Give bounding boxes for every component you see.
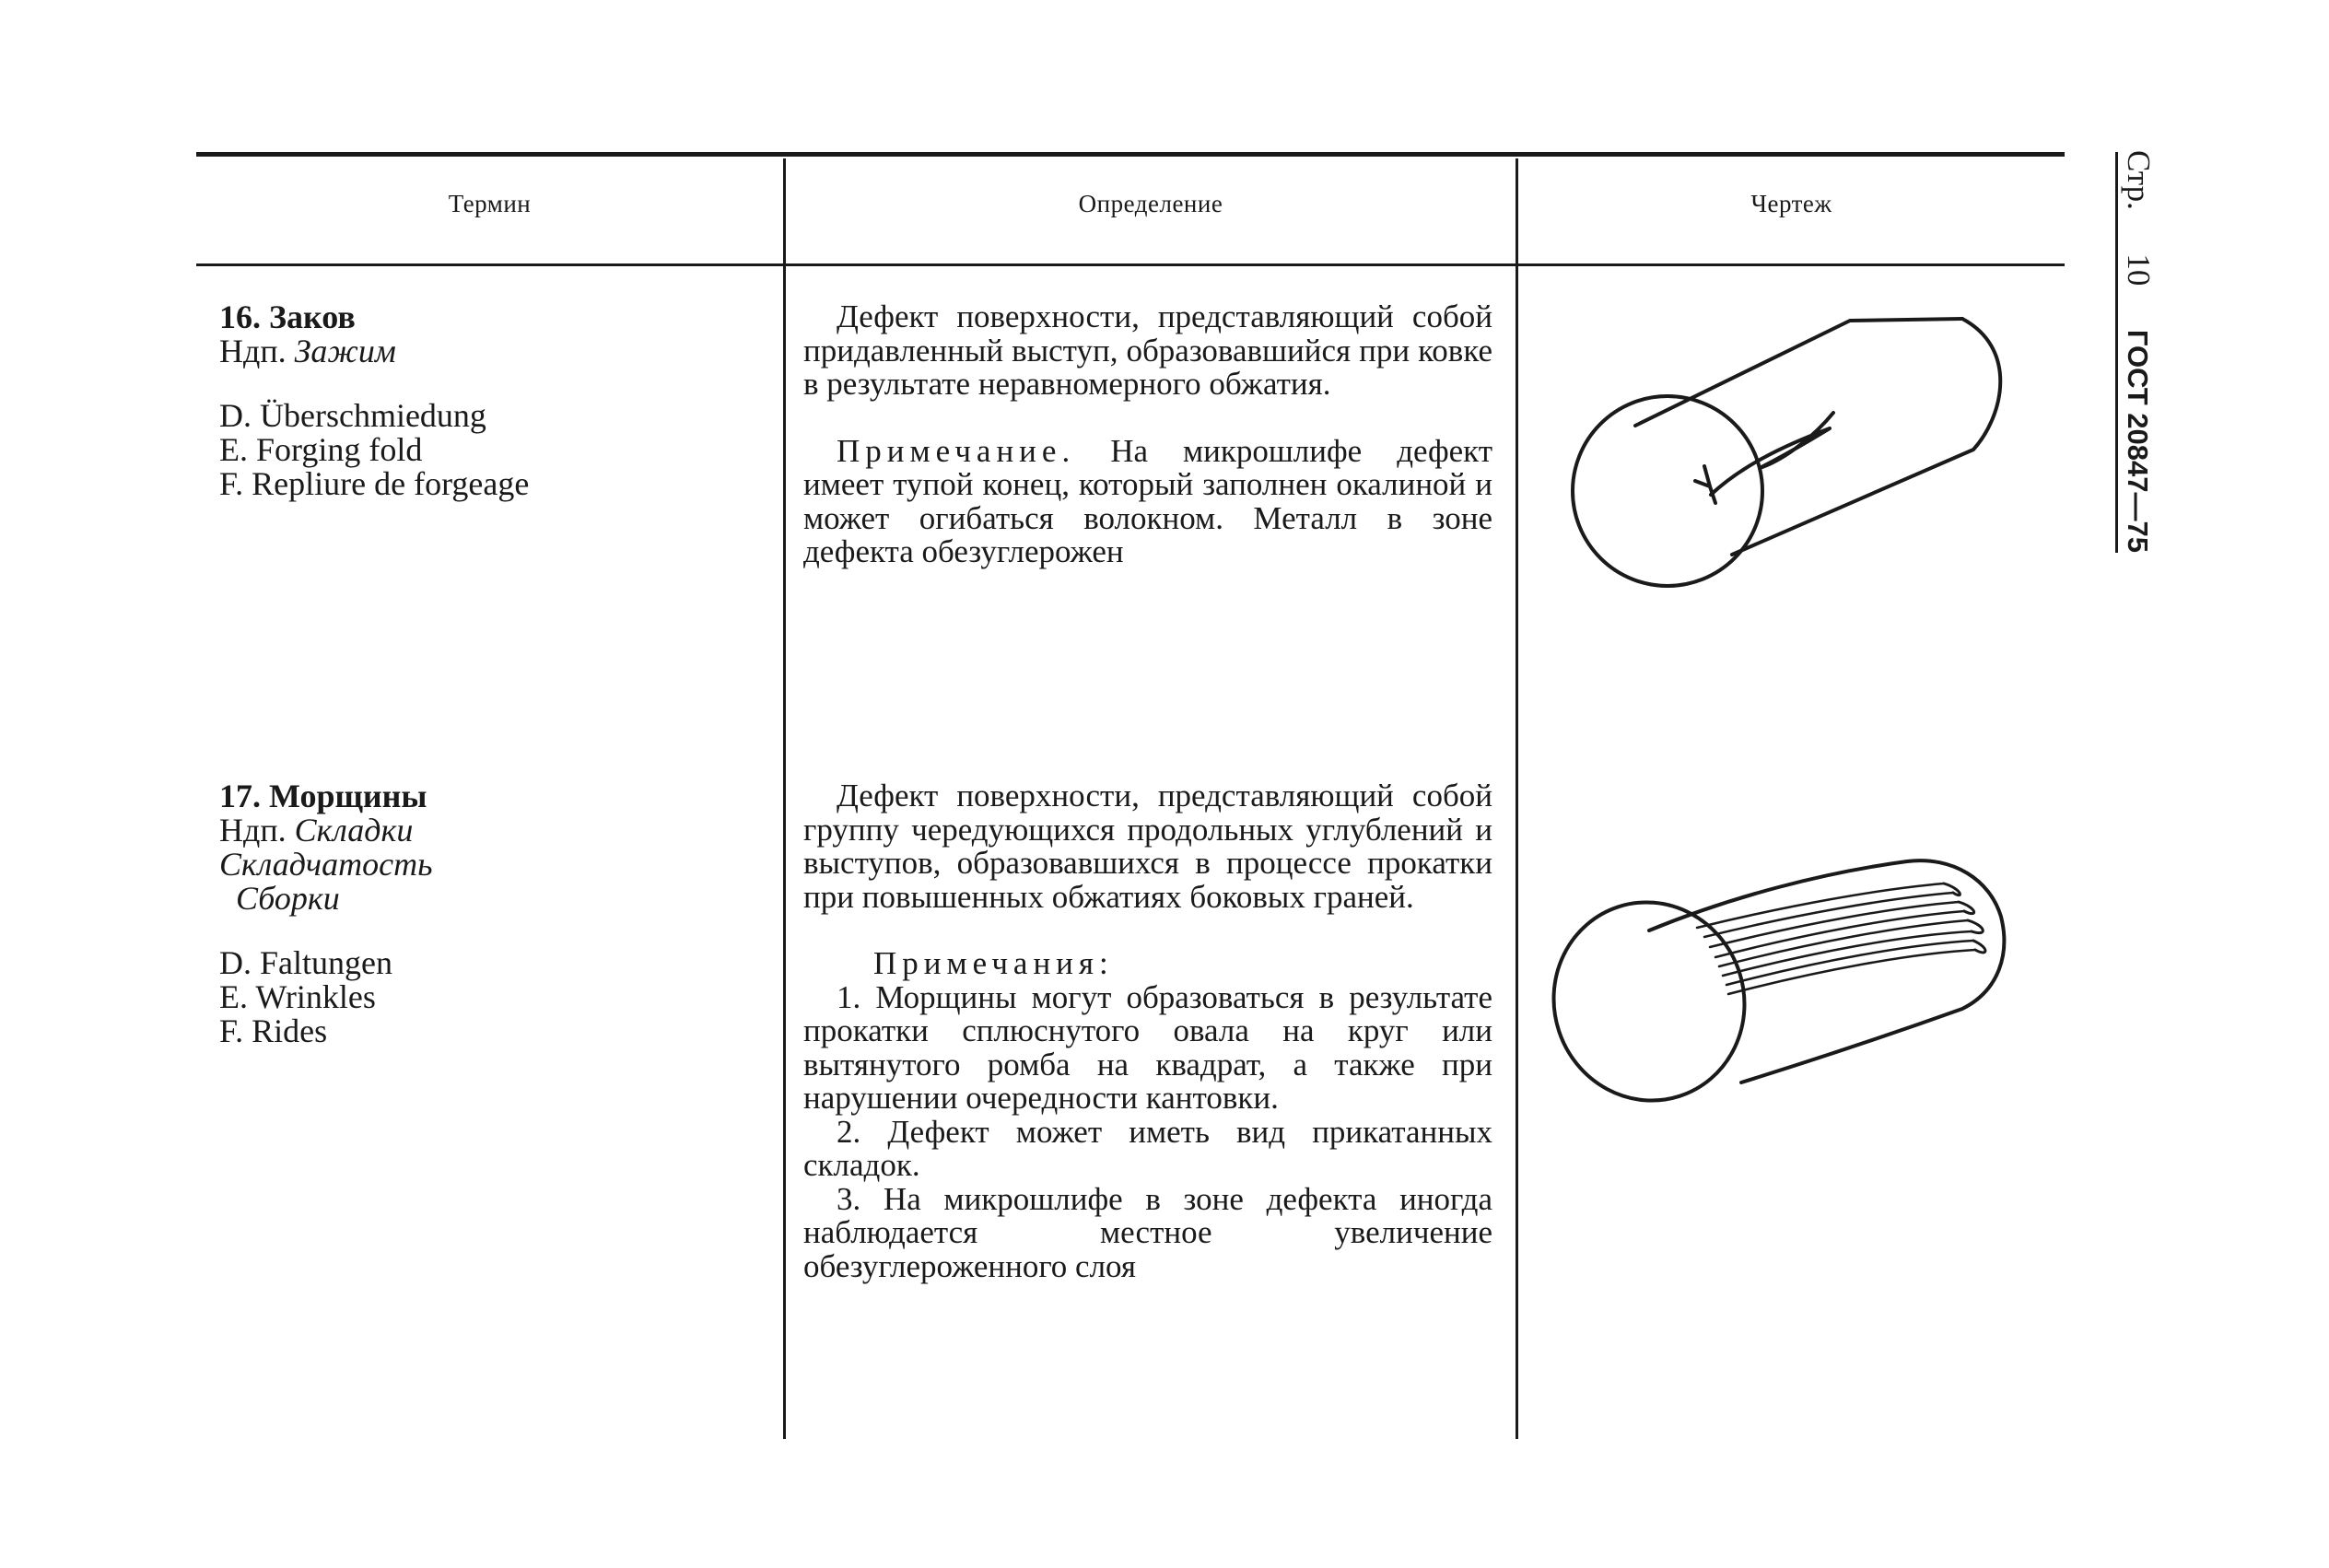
term-17 <box>219 779 432 1048</box>
note-label: Примечание. <box>837 432 1076 469</box>
ndp-label: Ндп. <box>219 333 287 369</box>
definition-text: Дефект поверхности, представляющий собой придавленный выступ, образовавшийся при ковке в результате неравномерного обжатия. <box>803 298 1492 402</box>
fold-crack <box>1711 413 1833 495</box>
ndp-term: Сборки <box>236 880 340 917</box>
bar-end-face <box>1573 396 1762 586</box>
ndp-term: Складчатость <box>219 846 433 883</box>
fold-defect-bar-drawing <box>1557 304 2018 580</box>
foreign-term-en: E. Wrinkles <box>219 978 376 1015</box>
bar-outline <box>1635 319 1962 426</box>
definition-text: Дефект поверхности, представляющий собой группу чередующихся продольных углублений и выступов, образовавшихся в процессе прокатки при повышенных обжатиях боковых граней. <box>803 778 1492 915</box>
ndp-label: Ндп. <box>219 812 287 848</box>
foreign-term-de: D. Faltungen <box>219 944 392 981</box>
note <box>803 432 1493 569</box>
definition-17 <box>803 779 1492 1283</box>
term-title: 17. Морщины <box>219 778 427 814</box>
ndp-line <box>219 813 432 848</box>
table-top-rule <box>196 152 2065 157</box>
page-number: 10 <box>2121 253 2157 287</box>
ndp-term: Складки <box>294 812 414 848</box>
note-item-3: 3. На микрошлифе в зоне дефекта иногда наблюдается местное увеличение обезуглероженного слоя <box>803 1180 1492 1284</box>
standard-designation: ГОСТ 20847—75 <box>2122 329 2154 553</box>
column-divider-1 <box>783 158 786 1439</box>
ndp-line <box>219 334 529 369</box>
foreign-term-en: E. Forging fold <box>219 431 423 468</box>
note-item-1: 1. Морщины могут образоваться в результате прокатки сплюснутого овала на круг или вытянутого ромба на квадрат, а также при нарушении очередности кантовки. <box>803 978 1492 1116</box>
foreign-term-fr: F. Repliure de forgeage <box>219 465 530 502</box>
bar-end-face <box>1528 877 1771 1125</box>
ndp-term: Зажим <box>294 333 396 369</box>
column-divider-2 <box>1516 158 1518 1439</box>
sidebar-rule <box>2115 152 2118 553</box>
page-label: Стр. <box>2121 150 2157 210</box>
note-text: На микрошлифе дефект имеет тупой конец, который заполнен окалиной и может огибаться волокном. Металл в зоне дефекта обезуглерожен <box>803 432 1493 569</box>
header-drawing: Чертеж <box>1750 190 1832 217</box>
header-bottom-rule <box>196 263 2065 266</box>
note-item-2: 2. Дефект может иметь вид прикатанных складок. <box>803 1113 1492 1183</box>
definition-16 <box>803 300 1492 569</box>
header-definition: Определение <box>1078 190 1223 217</box>
foreign-term-de: D. Überschmiedung <box>219 397 486 434</box>
term-16 <box>219 300 529 501</box>
wrinkles-defect-bar-drawing <box>1548 852 2027 1110</box>
header-term: Термин <box>448 190 532 217</box>
running-header <box>2119 150 2157 553</box>
foreign-term-fr: F. Rides <box>219 1012 328 1049</box>
notes-label: Примечания: <box>873 945 1114 981</box>
term-title: 16. Заков <box>219 298 356 335</box>
